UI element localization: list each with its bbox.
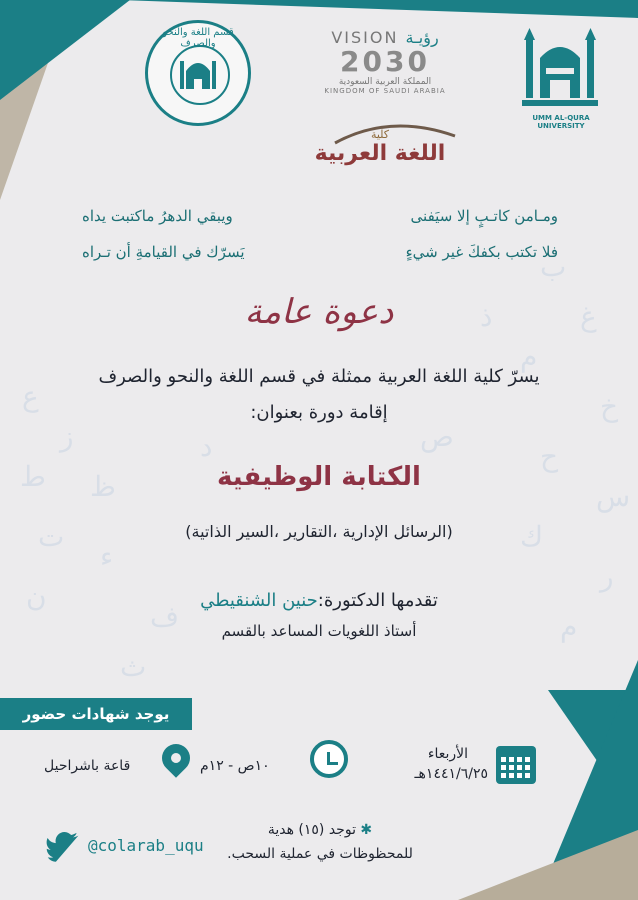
presenter-line — [0, 590, 638, 611]
course-title: الكتابة الوظيفية — [217, 462, 421, 492]
kingdom-en: KINGDOM OF SAUDI ARABIA — [324, 87, 446, 95]
vision-ar: رؤيـة — [405, 28, 439, 47]
college-small-label: كلية — [370, 128, 390, 141]
poem-line1-left: ويبقي الدهرُ ماكتبت يداه — [82, 207, 233, 225]
poem-line1-right: ومـامن كاتـبٍ إلا سيَفنى — [410, 207, 558, 225]
invitation-title: دعوة عامة — [244, 292, 394, 332]
calendar-icon — [496, 746, 536, 784]
event-date: ١٤٤١/٦/٢٥هـ — [414, 766, 488, 782]
asterisk-icon: ✱ — [360, 822, 373, 838]
event-day: الأربعاء — [427, 746, 468, 762]
certificates-banner: يوجد شهادات حضور — [0, 698, 192, 730]
vision-2030-logo — [300, 28, 470, 95]
clock-icon — [310, 740, 348, 778]
twitter-icon[interactable] — [46, 832, 82, 862]
raffle-line2: للمحظوظات في عملية السحب. — [227, 846, 413, 862]
intro-line2: إقامة دورة بعنوان: — [250, 402, 388, 423]
presenter-title: أستاذ اللغويات المساعد بالقسم — [221, 622, 417, 640]
presenter-name: حنين الشنقيطي — [200, 590, 318, 611]
presenter-prefix: تقدمها الدكتورة: — [317, 590, 438, 611]
vision-en: VISION — [331, 28, 399, 47]
mosque-icon — [172, 47, 224, 99]
event-location: قاعة باشراحيل — [44, 758, 131, 774]
event-time: ١٠ص - ١٢م — [200, 758, 270, 774]
kingdom-ar: المملكة العربية السعودية — [338, 77, 432, 87]
college-swoosh-icon — [330, 118, 460, 148]
department-seal-logo — [145, 20, 251, 126]
course-subtitle: (الرسائل الإدارية ،التقارير ،السير الذاتية) — [185, 522, 453, 541]
seal-emblem — [170, 45, 230, 105]
twitter-handle[interactable]: @colarab_uqu — [88, 836, 204, 855]
university-logo — [520, 28, 600, 118]
raffle-line1 — [220, 822, 420, 838]
corner-decoration-teal — [0, 0, 130, 100]
location-pin-icon — [156, 738, 196, 778]
raffle-gifts: توجد (١٥) هدية — [267, 822, 356, 838]
seal-text: قسم اللغة والنحو والصرف — [162, 27, 234, 49]
top-right-stripe — [118, 0, 638, 18]
university-name: UMM AL-QURA UNIVERSITY — [532, 114, 590, 130]
bottom-right-decoration-tan — [458, 830, 638, 900]
poem-line2-right: فلا تكتب بكفكَ غير شيءٍ — [405, 243, 558, 261]
poem-line2-left: يَسرّك في القيامةِ أن تـراه — [82, 243, 245, 261]
college-name: اللغة العربية — [314, 141, 446, 166]
intro-line1: يسرّ كلية اللغة العربية ممثلة في قسم اللغة والنحو والصرف — [98, 366, 540, 387]
vision-year: 2030 — [340, 45, 430, 78]
